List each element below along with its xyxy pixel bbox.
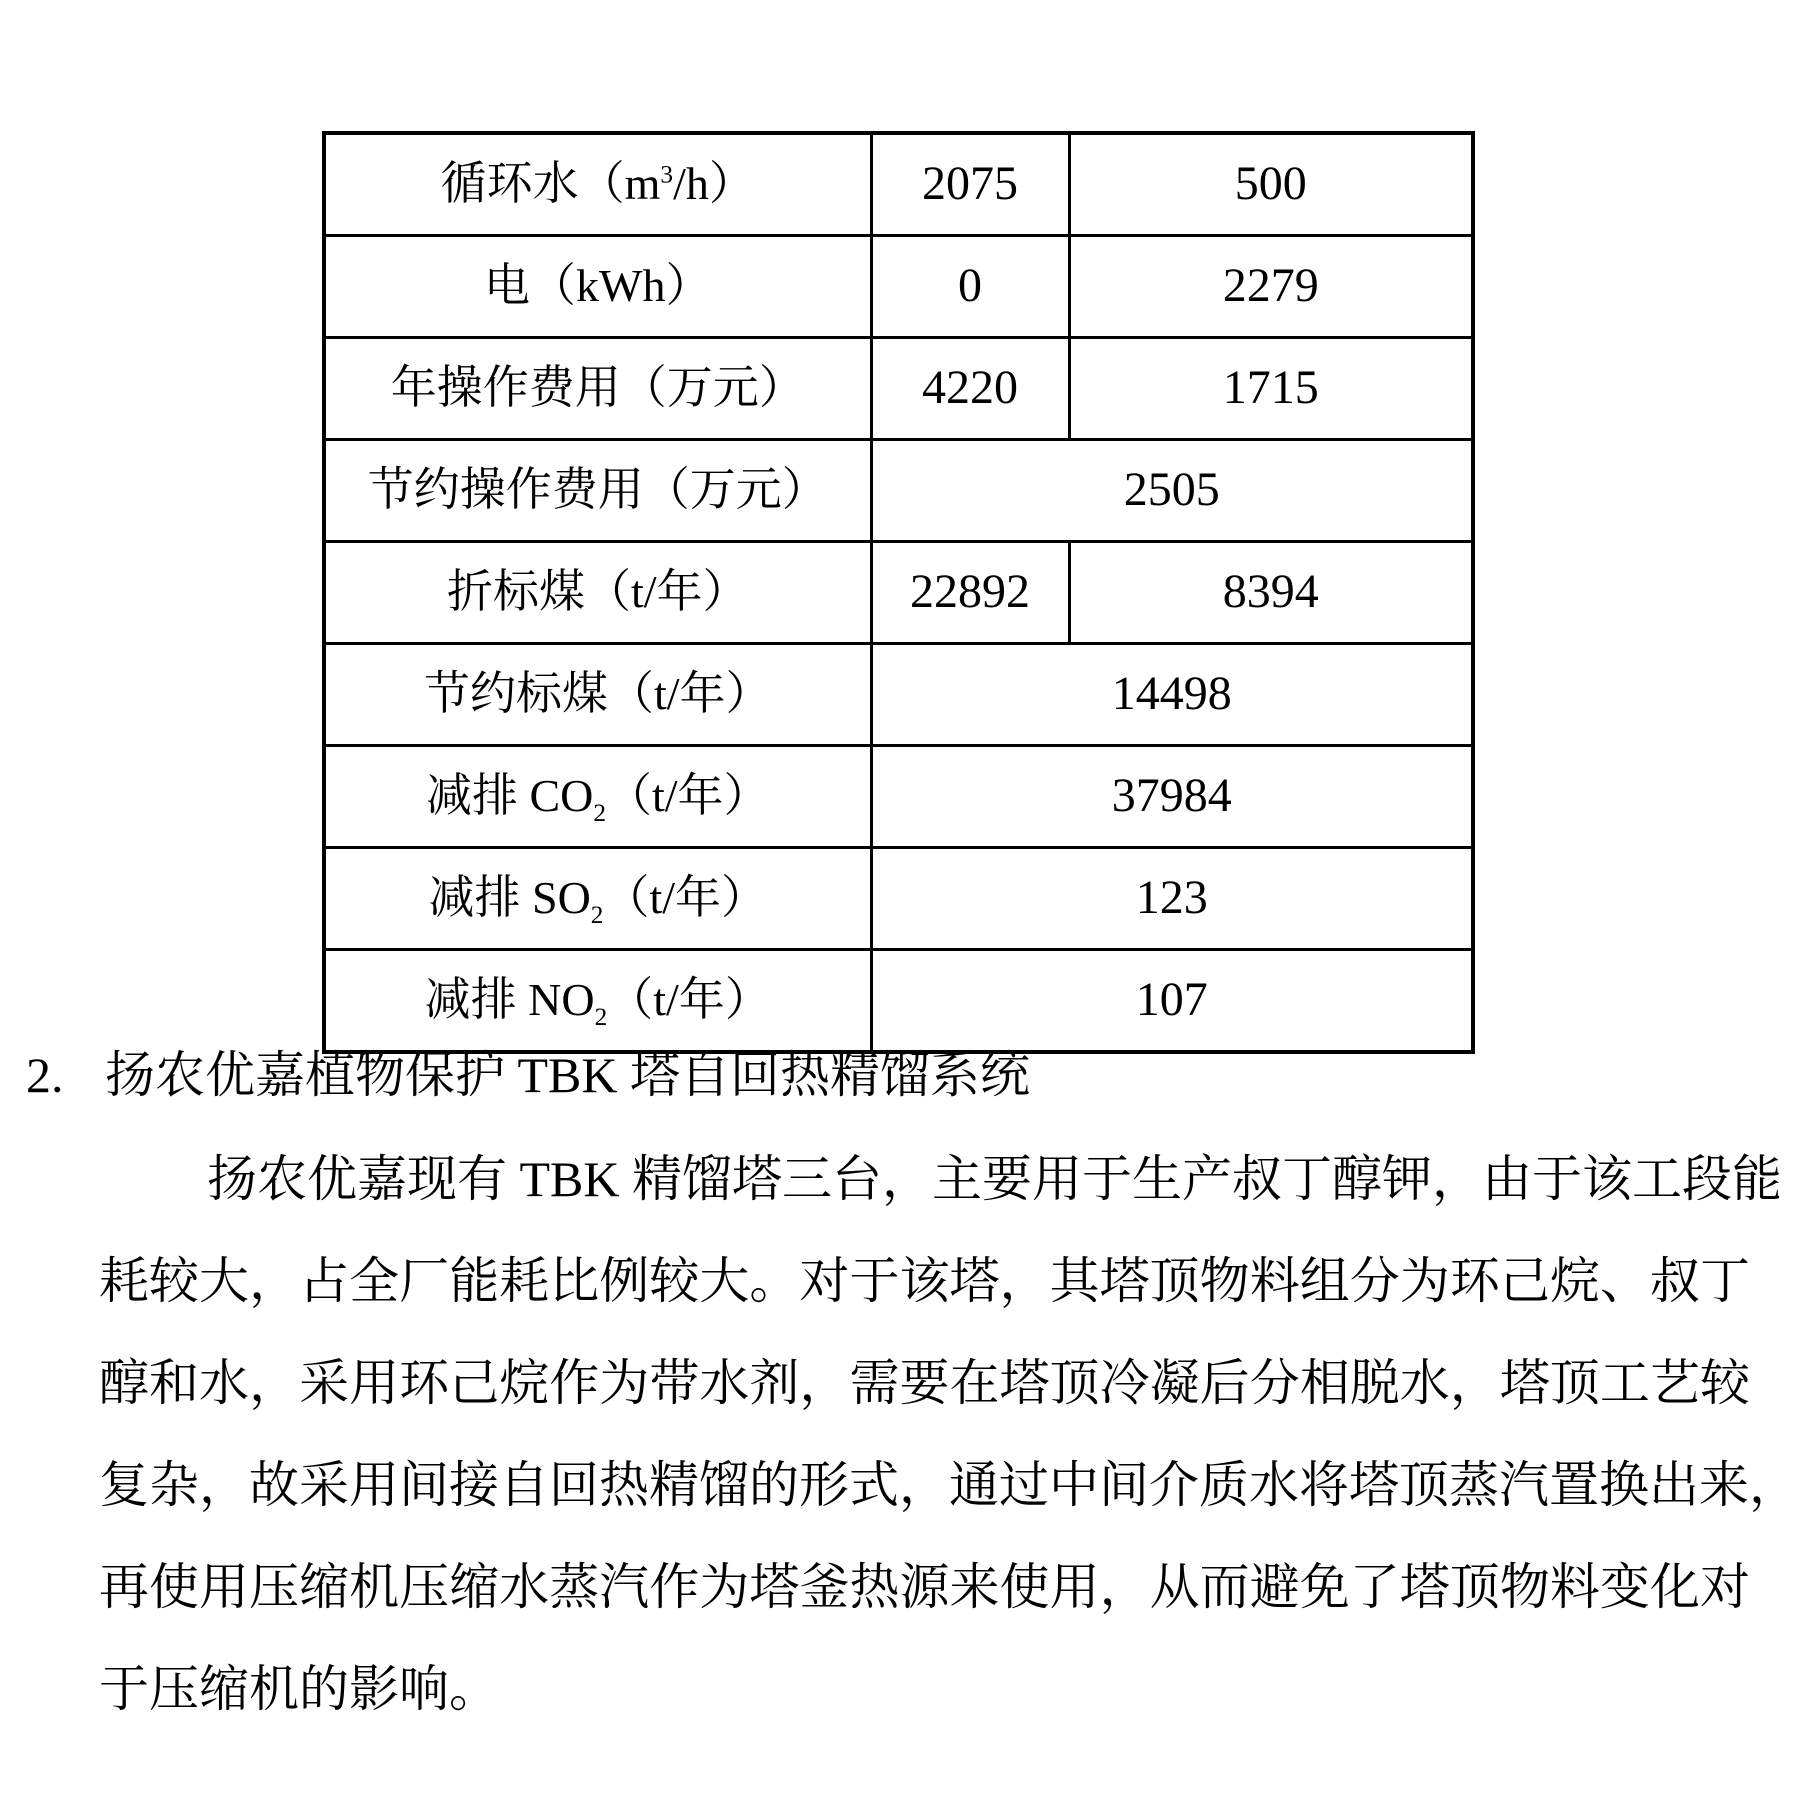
subscript: 2 [593,799,606,828]
paragraph-line: 醇和水，采用环己烷作为带水剂，需要在塔顶冷凝后分相脱水，塔顶工艺较 [99,1355,1750,1411]
label-text: （t/年） [606,770,770,822]
row-label-standard-coal [324,542,871,644]
superscript: 3 [660,160,674,189]
label-text: /h） [673,158,755,210]
table-row [324,236,1473,338]
paragraph-line: 扬农优嘉现有 TBK 精馏塔三台，主要用于生产叔丁醇钾，由于该工段能 [207,1151,1782,1207]
row-label-so2-reduction [324,848,871,950]
paragraph-line: 耗较大，占全厂能耗比例较大。对于该塔，其塔顶物料组分为环己烷、叔丁 [99,1253,1750,1309]
label-text: （t/年） [607,974,771,1026]
cell-value-merged: 123 [871,848,1473,950]
cell-value-before: 0 [871,236,1069,338]
table-row [324,746,1473,848]
cell-value-before: 4220 [871,338,1069,440]
row-label-saved-standard-coal [324,644,871,746]
section-number: 2. [26,1047,64,1103]
subscript: 2 [594,1003,608,1032]
label-text: 减排 CO [425,770,594,822]
paragraph-line: 于压缩机的影响。 [99,1661,499,1717]
paragraph-line: 复杂，故采用间接自回热精馏的形式，通过中间介质水将塔顶蒸汽置换出来， [99,1457,1799,1513]
cell-value-before: 22892 [871,542,1069,644]
label-text: 电（kWh） [484,260,712,312]
table-row [324,950,1473,1053]
body-paragraph [99,1128,1799,1740]
cell-value-after: 500 [1069,133,1473,236]
table-row [324,133,1473,236]
label-text: 节约标煤（t/年） [423,668,772,720]
row-label-annual-operating-cost [324,338,871,440]
label-text: 循环水（m [440,158,661,210]
table-row [324,338,1473,440]
label-text: （t/年） [603,872,768,924]
label-text: 减排 NO [424,974,595,1026]
cell-value-merged: 37984 [871,746,1473,848]
label-text: 年操作费用（万元） [390,362,805,414]
table-row [324,848,1473,950]
table-row [324,440,1473,542]
subscript: 2 [590,901,604,930]
cell-value-after: 8394 [1069,542,1473,644]
cell-value-before: 2075 [871,133,1069,236]
label-text: 减排 SO [428,872,591,924]
cell-value-after: 1715 [1069,338,1473,440]
row-label-co2-reduction [324,746,871,848]
table-row [324,542,1473,644]
section-heading [26,1040,1030,1110]
row-label-saved-operating-cost [324,440,871,542]
energy-comparison-table [322,131,1475,1054]
cell-value-merged: 107 [871,950,1473,1053]
row-label-circulating-water [324,133,871,236]
section-title: 扬农优嘉植物保护 TBK 塔自回热精馏系统 [105,1047,1030,1103]
row-label-electricity [324,236,871,338]
label-text: 节约操作费用（万元） [367,464,828,516]
row-label-no2-reduction [324,950,871,1053]
label-text: 折标煤（t/年） [446,566,749,618]
cell-value-merged: 14498 [871,644,1473,746]
paragraph-line: 再使用压缩机压缩水蒸汽作为塔釜热源来使用，从而避免了塔顶物料变化对 [99,1559,1750,1615]
cell-value-merged: 2505 [871,440,1473,542]
cell-value-after: 2279 [1069,236,1473,338]
table-row [324,644,1473,746]
